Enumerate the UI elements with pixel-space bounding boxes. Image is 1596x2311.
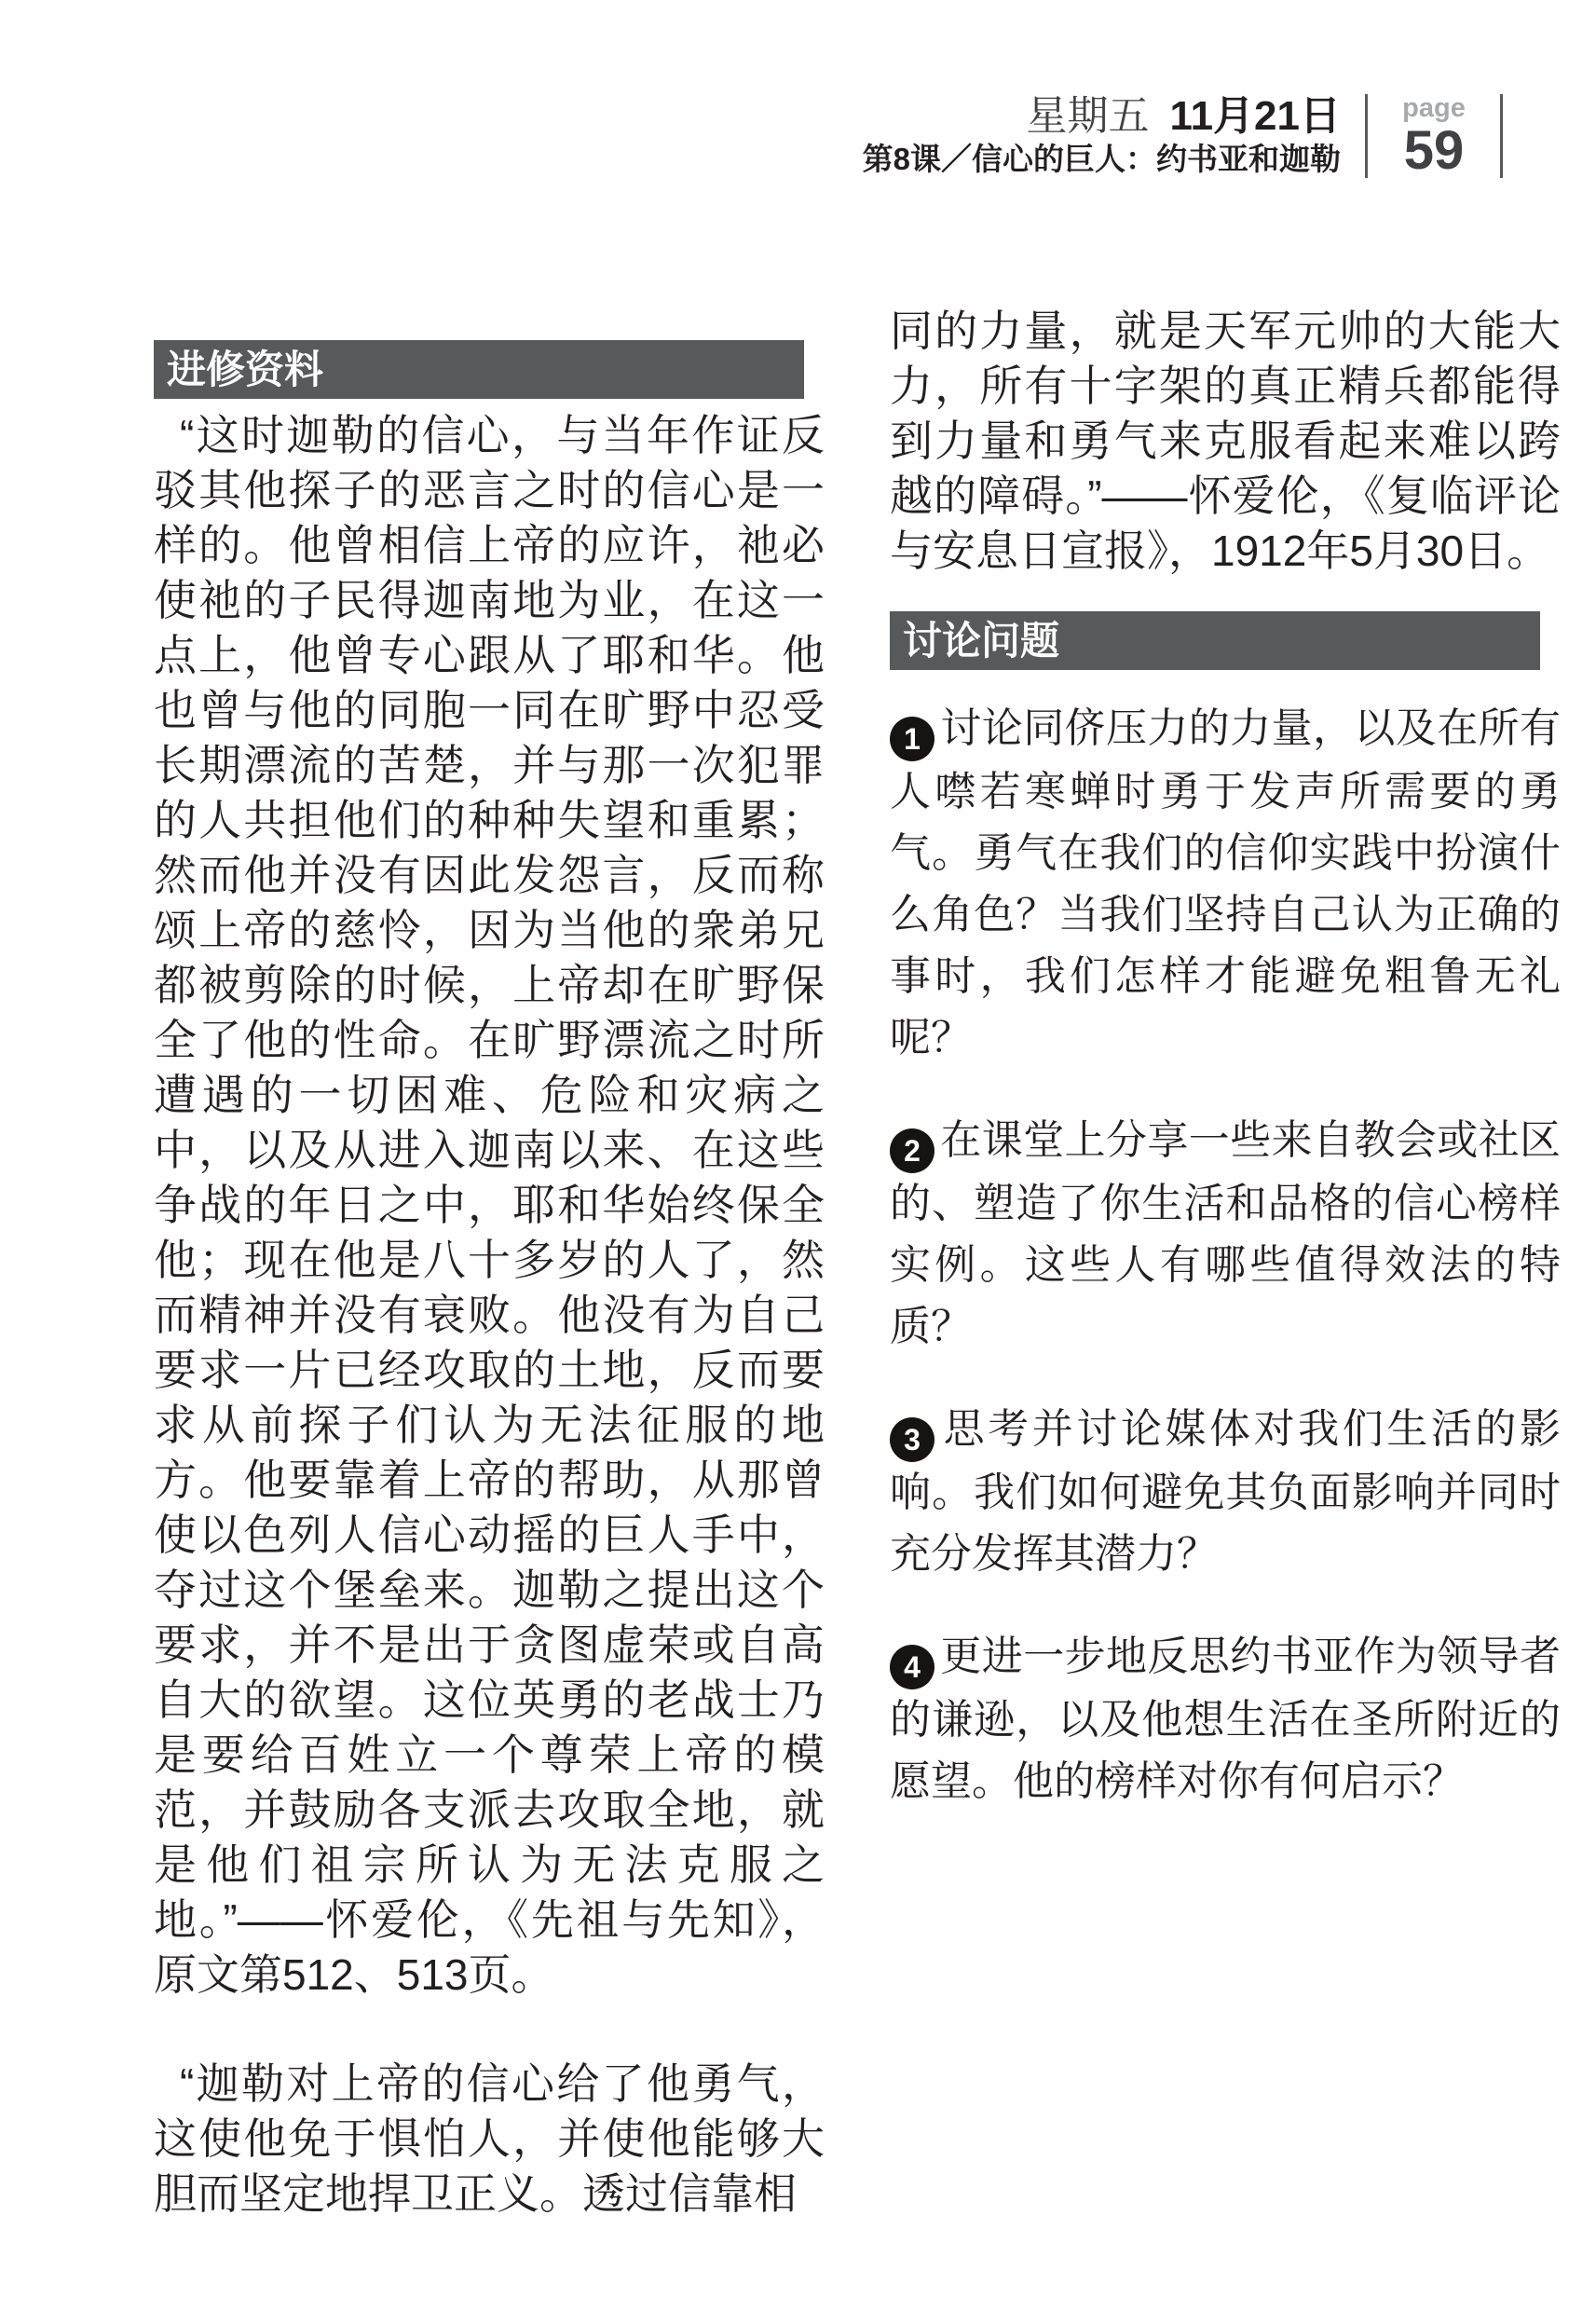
question-number-badge: 2 bbox=[890, 1128, 934, 1173]
quote-paragraph-2-continuation: 同的力量，就是天军元帅的大能大力，所有十字架的真正精兵都能得到力量和勇气来克服看起来难以跨越的障碍。”——怀爱伦，《复临评论与安息日宣报》，1912年5月30日。 bbox=[890, 307, 1561, 575]
page-label: page bbox=[1402, 93, 1466, 123]
discussion-question-2 bbox=[890, 1110, 1561, 1358]
section-header-discussion: 讨论问题 bbox=[890, 611, 1540, 670]
question-text: 更进一步地反思约书亚作为领导者的谦逊，以及他想生活在圣所附近的愿望。他的榜样对你有何启示？ bbox=[890, 1633, 1561, 1805]
lesson-title: 第8课／信心的巨人：约书亚和迦勒 bbox=[862, 142, 1341, 176]
question-number-badge: 3 bbox=[890, 1417, 934, 1462]
discussion-question-4 bbox=[890, 1626, 1561, 1812]
page-number-block bbox=[1368, 93, 1500, 181]
page-header bbox=[863, 93, 1503, 179]
right-column bbox=[890, 304, 1561, 1812]
question-number-badge: 1 bbox=[890, 717, 934, 761]
question-text: 在课堂上分享一些来自教会或社区的、塑造了你生活和品格的信心榜样实例。这些人有哪些值得效法的特质？ bbox=[890, 1116, 1561, 1350]
question-text: 思考并讨论媒体对我们生活的影响。我们如何避免其负面影响并同时充分发挥其潜力？ bbox=[890, 1405, 1561, 1578]
header-divider-right bbox=[1500, 94, 1503, 178]
quote-paragraph-2: “迦勒对上帝的信心给了他勇气，这使他免于惧怕人，并使他能够大胆而坚定地捍卫正义。透过信靠相 bbox=[154, 2059, 825, 2218]
header-date-block bbox=[863, 93, 1341, 179]
weekday-label: 星期五 bbox=[1026, 93, 1150, 139]
discussion-question-1 bbox=[890, 698, 1561, 1069]
date-label: 11月21日 bbox=[1169, 93, 1341, 139]
page-number: 59 bbox=[1403, 120, 1465, 181]
quote-paragraph-1: “这时迦勒的信心，与当年作证反驳其他探子的恶言之时的信心是一样的。他曾相信上帝的应许，祂必使祂的子民得迦南地为业，在这一点上，他曾专心跟从了耶和华。他也曾与他的同胞一同在旷野中忍受长期漂流的苦楚，并与那一次犯罪的人共担他们的种种失望和重累；然而他并没有因此发怨言，反而称颂上帝的慈怜，因为当他的衆弟兄都被剪除的时候，上帝却在旷野保全了他的性命。在旷野漂流之时所遭遇的一切困难、危险和灾病之中，以及从进入迦南以来、在这些争战的年日之中，耶和华始终保全他；现在他是八十多岁的人了，然而精神并没有衰败。他没有为自己要求一片已经攻取的土地，反而要求从前探子们认为无法征服的地方。他要靠着上帝的帮助，从那曾使以色列人信心动摇的巨人手中，夺过这个堡垒来。迦勒之提出这个要求，并不是出于贪图虚荣或自高自大的欲望。这位英勇的老战士乃是要给百姓立一个尊荣上帝的模范，并鼓励各支派去攻取全地，就是他们祖宗所认为无法克服之地。”——怀爱伦，《先祖与先知》，原文第512、513页。 bbox=[154, 411, 825, 1999]
date-line bbox=[863, 93, 1341, 140]
left-column bbox=[154, 340, 825, 2222]
section-header-further-study: 进修资料 bbox=[154, 340, 804, 399]
question-text: 讨论同侪压力的力量，以及在所有人噤若寒蝉时勇于发声所需要的勇气。勇气在我们的信仰实践中扮演什么角色？当我们坚持自己认为正确的事时，我们怎样才能避免粗鲁无礼呢？ bbox=[890, 704, 1561, 1061]
discussion-question-3 bbox=[890, 1399, 1561, 1585]
question-number-badge: 4 bbox=[890, 1645, 934, 1689]
